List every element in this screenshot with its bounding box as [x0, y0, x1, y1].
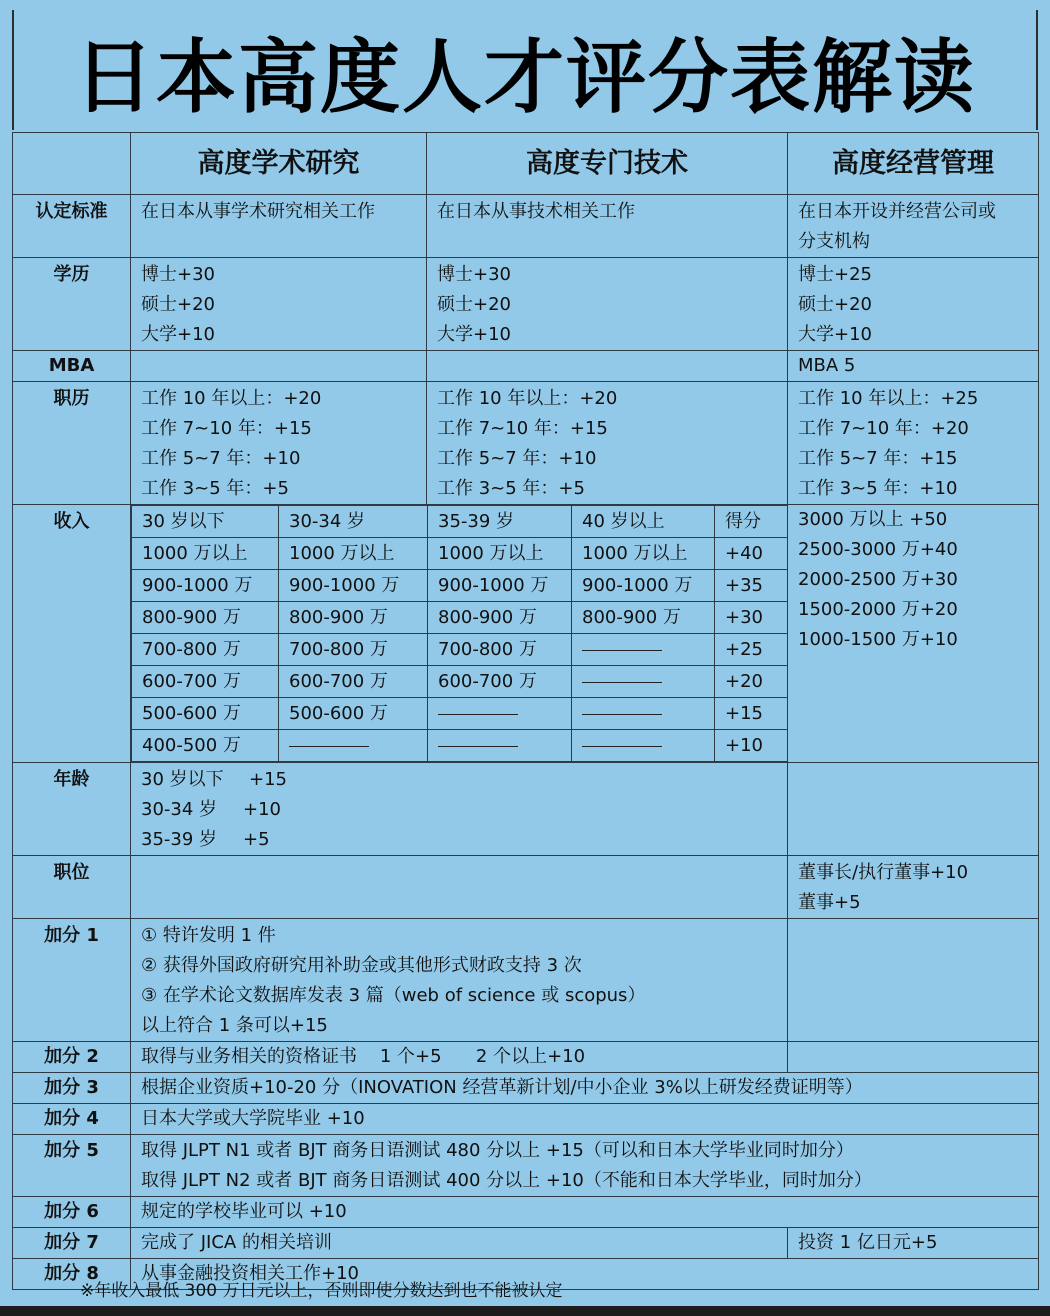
- income-cell: [572, 666, 715, 698]
- bonus-5-line: 取得 JLPT N1 或者 BJT 商务日语测试 480 分以上 +15（可以和日本大学毕业同时加分）: [141, 1140, 854, 1161]
- age-range: 35-39 岁: [141, 829, 218, 850]
- income-cell: 1000 万以上: [428, 538, 572, 570]
- income-cell: [428, 730, 572, 762]
- income-cell: 600-700 万: [428, 666, 572, 698]
- income-cell: 600-700 万: [132, 666, 279, 698]
- mba-management: MBA 5: [788, 351, 1039, 382]
- bonus-2-management: [788, 1042, 1039, 1073]
- label-bonus-3: 加分 3: [13, 1073, 131, 1104]
- income-cell: 800-900 万: [428, 602, 572, 634]
- position-line: 董事长/执行董事+10: [798, 862, 969, 883]
- position-values: [131, 856, 788, 919]
- label-bonus-7: 加分 7: [13, 1228, 131, 1259]
- position-management: [788, 856, 1039, 919]
- income-mgmt-line: 1500-2000 万+20: [798, 599, 958, 620]
- label-position: 职位: [13, 856, 131, 919]
- income-cell: 400-500 万: [132, 730, 279, 762]
- edu-line: 博士+30: [437, 264, 511, 285]
- income-cell: +15: [715, 698, 788, 730]
- career-line: 工作 3~5 年：+10: [798, 478, 958, 499]
- bonus-1-line: ② 获得外国政府研究用补助金或其他形式财政支持 3 次: [141, 955, 582, 976]
- dash-placeholder: [582, 682, 662, 683]
- label-age: 年龄: [13, 763, 131, 856]
- income-cell: 500-600 万: [132, 698, 279, 730]
- income-cell: [279, 730, 428, 762]
- row-position: [13, 856, 1039, 919]
- bonus-1-line: 以上符合 1 条可以+15: [141, 1015, 328, 1036]
- income-cell: 40 岁以上: [572, 506, 715, 538]
- income-cell: [572, 730, 715, 762]
- income-cell: 700-800 万: [132, 634, 279, 666]
- header-empty: [13, 133, 131, 195]
- bonus-5-line: 取得 JLPT N2 或者 BJT 商务日语测试 400 分以上 +10（不能和日本大学毕业，同时加分）: [141, 1170, 872, 1191]
- income-cell: 900-1000 万: [428, 570, 572, 602]
- income-cell: +40: [715, 538, 788, 570]
- income-row: [132, 730, 788, 762]
- edu-line: 大学+10: [437, 324, 511, 345]
- bonus-3-values: 根据企业资质+10-20 分（INOVATION 经营革新计划/中小企业 3%以上研发经费证明等）: [131, 1073, 1039, 1104]
- income-cell: 30 岁以下: [132, 506, 279, 538]
- income-row: [132, 602, 788, 634]
- page-title: 日本高度人才评分表解读: [12, 10, 1038, 130]
- career-line: 工作 10 年以上：+20: [437, 388, 618, 409]
- mba-academic: [131, 351, 427, 382]
- label-bonus-2: 加分 2: [13, 1042, 131, 1073]
- age-line: [141, 795, 777, 825]
- income-mgmt-line: 1000-1500 万+10: [798, 629, 958, 650]
- label-bonus-4: 加分 4: [13, 1104, 131, 1135]
- score-table: [12, 132, 1039, 1290]
- row-bonus-4: [13, 1104, 1039, 1135]
- label-income: 收入: [13, 505, 131, 763]
- education-tech: [427, 258, 788, 351]
- age-score: +15: [249, 769, 287, 790]
- label-bonus-6: 加分 6: [13, 1197, 131, 1228]
- dash-placeholder: [438, 746, 518, 747]
- criteria-mgmt-line: 在日本开设并经营公司或: [798, 201, 996, 222]
- career-tech: [427, 382, 788, 505]
- career-management: [788, 382, 1039, 505]
- income-row: [132, 698, 788, 730]
- bonus-2-values: 取得与业务相关的资格证书 1 个+5 2 个以上+10: [131, 1042, 788, 1073]
- income-cell: 900-1000 万: [132, 570, 279, 602]
- career-line: 工作 3~5 年：+5: [437, 478, 585, 499]
- income-row: [132, 634, 788, 666]
- income-cell: 1000 万以上: [572, 538, 715, 570]
- age-management: [788, 763, 1039, 856]
- bonus-1-line: ① 特许发明 1 件: [141, 925, 276, 946]
- row-bonus-7: [13, 1228, 1039, 1259]
- label-bonus-8: 加分 8: [13, 1259, 131, 1290]
- row-bonus-6: [13, 1197, 1039, 1228]
- dash-placeholder: [438, 714, 518, 715]
- row-criteria: [13, 195, 1039, 258]
- row-career: [13, 382, 1039, 505]
- mba-tech: [427, 351, 788, 382]
- dash-placeholder: [289, 746, 369, 747]
- age-line: [141, 765, 777, 795]
- edu-line: 大学+10: [798, 324, 872, 345]
- income-row: [132, 570, 788, 602]
- career-line: 工作 3~5 年：+5: [141, 478, 289, 499]
- education-academic: [131, 258, 427, 351]
- row-bonus-3: [13, 1073, 1039, 1104]
- edu-line: 大学+10: [141, 324, 215, 345]
- income-cell: +35: [715, 570, 788, 602]
- career-line: 工作 10 年以上：+20: [141, 388, 322, 409]
- income-cell: 900-1000 万: [279, 570, 428, 602]
- career-line: 工作 7~10 年：+20: [798, 418, 969, 439]
- income-cell: 800-900 万: [132, 602, 279, 634]
- row-bonus-1: [13, 919, 1039, 1042]
- header-tech: 高度专门技术: [427, 133, 788, 195]
- income-cell: 得分: [715, 506, 788, 538]
- row-bonus-5: [13, 1135, 1039, 1197]
- income-cell: 800-900 万: [572, 602, 715, 634]
- bonus-7-values: 完成了 JICA 的相关培训: [131, 1228, 788, 1259]
- income-cell: 800-900 万: [279, 602, 428, 634]
- bonus-1-line: ③ 在学术论文数据库发表 3 篇（web of science 或 scopus）: [141, 985, 646, 1006]
- edu-line: 博士+30: [141, 264, 215, 285]
- income-cell: +30: [715, 602, 788, 634]
- header-row: [13, 133, 1039, 195]
- header-management: 高度经营管理: [788, 133, 1039, 195]
- income-table: [131, 505, 788, 762]
- bonus-8-values: 从事金融投资相关工作+10: [131, 1259, 1039, 1290]
- age-range: 30 岁以下: [141, 769, 224, 790]
- income-cell: [428, 698, 572, 730]
- education-management: [788, 258, 1039, 351]
- bonus-4-values: 日本大学或大学院毕业 +10: [131, 1104, 1039, 1135]
- dash-placeholder: [582, 714, 662, 715]
- label-mba: MBA: [13, 351, 131, 382]
- income-row: [132, 538, 788, 570]
- label-career: 职历: [13, 382, 131, 505]
- criteria-academic: 在日本从事学术研究相关工作: [131, 195, 427, 258]
- income-cell: +10: [715, 730, 788, 762]
- bonus-1-management: [788, 919, 1039, 1042]
- income-cell: 1000 万以上: [132, 538, 279, 570]
- bonus-1-values: [131, 919, 788, 1042]
- bonus-6-values: 规定的学校毕业可以 +10: [131, 1197, 1039, 1228]
- income-mgmt-line: 2500-3000 万+40: [798, 539, 958, 560]
- income-cell: +25: [715, 634, 788, 666]
- label-education: 学历: [13, 258, 131, 351]
- career-line: 工作 10 年以上：+25: [798, 388, 979, 409]
- row-bonus-2: [13, 1042, 1039, 1073]
- age-line: [141, 825, 777, 855]
- bottom-bar: [0, 1306, 1050, 1316]
- income-header-row: [132, 506, 788, 538]
- income-cell: 1000 万以上: [279, 538, 428, 570]
- career-line: 工作 5~7 年：+10: [437, 448, 597, 469]
- edu-line: 硕士+20: [798, 294, 872, 315]
- income-cell: 30-34 岁: [279, 506, 428, 538]
- income-management: [788, 505, 1039, 763]
- career-line: 工作 5~7 年：+10: [141, 448, 301, 469]
- income-cell: 600-700 万: [279, 666, 428, 698]
- dash-placeholder: [582, 650, 662, 651]
- career-line: 工作 5~7 年：+15: [798, 448, 958, 469]
- label-bonus-1: 加分 1: [13, 919, 131, 1042]
- bonus-5-values: [131, 1135, 1039, 1197]
- age-score: +5: [243, 829, 270, 850]
- income-row: [132, 666, 788, 698]
- age-range: 30-34 岁: [141, 799, 218, 820]
- bonus-7-management: 投资 1 亿日元+5: [788, 1228, 1039, 1259]
- income-table-cell: [131, 505, 788, 763]
- career-line: 工作 7~10 年：+15: [437, 418, 608, 439]
- edu-line: 博士+25: [798, 264, 872, 285]
- criteria-management: [788, 195, 1039, 258]
- edu-line: 硕士+20: [437, 294, 511, 315]
- income-mgmt-line: 2000-2500 万+30: [798, 569, 958, 590]
- row-income: [13, 505, 1039, 763]
- income-mgmt-line: 3000 万以上 +50: [798, 509, 948, 530]
- income-cell: 35-39 岁: [428, 506, 572, 538]
- income-cell: +20: [715, 666, 788, 698]
- income-cell: [572, 698, 715, 730]
- career-academic: [131, 382, 427, 505]
- row-mba: [13, 351, 1039, 382]
- position-line: 董事+5: [798, 892, 861, 913]
- dash-placeholder: [582, 746, 662, 747]
- income-cell: [572, 634, 715, 666]
- age-score: +10: [243, 799, 281, 820]
- footnote: ※年收入最低 300 万日元以上，否则即使分数达到也不能被认定: [80, 1281, 563, 1301]
- header-academic: 高度学术研究: [131, 133, 427, 195]
- row-age: [13, 763, 1039, 856]
- edu-line: 硕士+20: [141, 294, 215, 315]
- age-values: [131, 763, 788, 856]
- criteria-tech: 在日本从事技术相关工作: [427, 195, 788, 258]
- criteria-mgmt-line: 分支机构: [798, 231, 870, 252]
- label-bonus-5: 加分 5: [13, 1135, 131, 1197]
- income-cell: 700-800 万: [279, 634, 428, 666]
- career-line: 工作 7~10 年：+15: [141, 418, 312, 439]
- income-cell: 700-800 万: [428, 634, 572, 666]
- income-cell: 900-1000 万: [572, 570, 715, 602]
- label-criteria: 认定标准: [13, 195, 131, 258]
- row-education: [13, 258, 1039, 351]
- income-cell: 500-600 万: [279, 698, 428, 730]
